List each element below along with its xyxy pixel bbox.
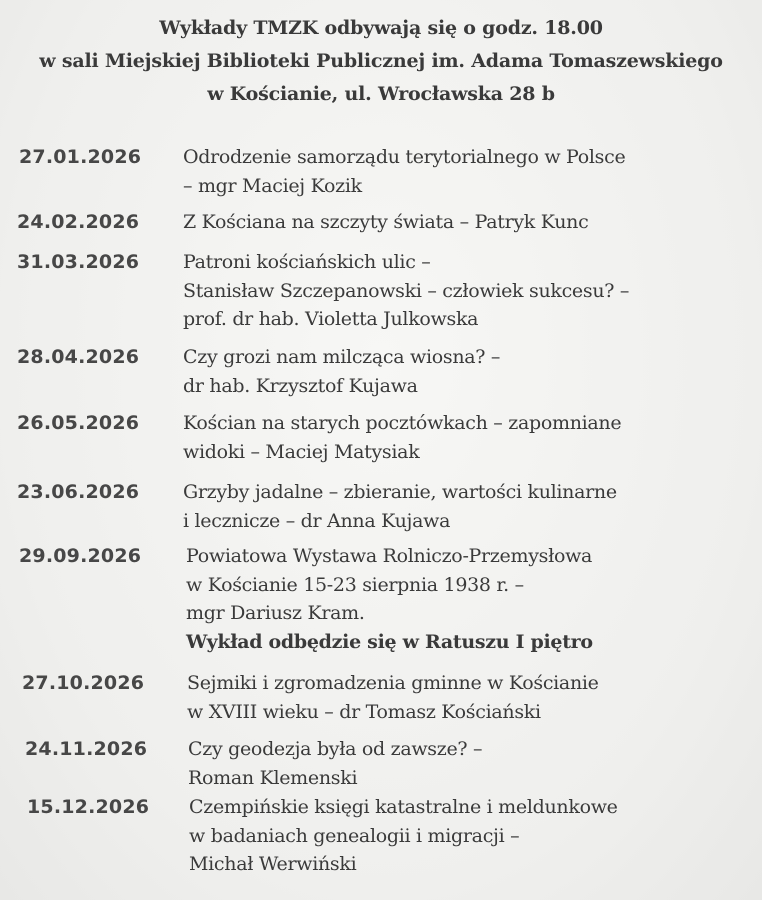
- lecture-line: i lecznicze – dr Anna Kujawa: [183, 509, 451, 532]
- lecture-line: Z Kościana na szczyty świata – Patryk Kunc: [183, 211, 589, 233]
- lecture-date: 28.04.2026: [17, 346, 140, 368]
- lecture-description: [186, 542, 593, 657]
- lecture-line: dr hab. Krzysztof Kujawa: [183, 374, 418, 397]
- lecture-description: [183, 248, 629, 334]
- lecture-line: Roman Klemenski: [188, 766, 358, 789]
- lecture-date: 29.09.2026: [19, 545, 142, 567]
- lecture-description: [183, 208, 588, 237]
- lecture-description: [183, 478, 617, 535]
- lecture-line: Michał Werwiński: [189, 853, 357, 876]
- lecture-line: mgr Dariusz Kram.: [186, 602, 365, 625]
- header-line-time: Wykłady TMZK odbywają się o godz. 18.00: [159, 17, 603, 39]
- lecture-line: Czy grozi nam milcząca wiosna? –: [183, 346, 501, 368]
- lecture-line: Sejmiki i zgromadzenia gminne w Kościanie: [187, 672, 599, 694]
- lecture-line: Czy geodezja była od zawsze? –: [188, 738, 483, 760]
- lecture-description: [183, 143, 625, 200]
- lecture-line: w Kościanie 15-23 sierpnia 1938 r. –: [186, 573, 524, 596]
- lecture-description: [183, 409, 621, 466]
- lecture-description: [188, 735, 482, 792]
- lecture-line: prof. dr hab. Violetta Julkowska: [183, 308, 479, 331]
- lecture-line: Odrodzenie samorządu terytorialnego w Polsce: [183, 146, 626, 168]
- lecture-line: Patroni kościańskich ulic –: [183, 251, 431, 273]
- lecture-date: 31.03.2026: [17, 251, 140, 273]
- lecture-line: w XVIII wieku – dr Tomasz Kościański: [187, 700, 541, 723]
- lecture-date: 24.11.2026: [25, 738, 148, 760]
- lecture-line: Czempińskie księgi katastralne i meldunkowe: [189, 796, 618, 818]
- lecture-line: Powiatowa Wystawa Rolniczo-Przemysłowa: [186, 545, 593, 567]
- schedule-header: [0, 12, 762, 111]
- lecture-line: w badaniach genealogii i migracji –: [189, 824, 520, 847]
- header-line-venue: w sali Miejskiej Biblioteki Publicznej im. Adama Tomaszewskiego: [39, 50, 723, 72]
- lecture-date: 27.01.2026: [19, 146, 142, 168]
- header-line-address: w Kościanie, ul. Wrocławska 28 b: [207, 83, 555, 105]
- lecture-date: 24.02.2026: [17, 211, 140, 233]
- lecture-date: 27.10.2026: [22, 672, 145, 694]
- lecture-date: 15.12.2026: [27, 796, 150, 818]
- lecture-line: Kościan na starych pocztówkach – zapomniane: [183, 412, 622, 434]
- lecture-date: 23.06.2026: [17, 481, 140, 503]
- lecture-description: [189, 793, 618, 879]
- lecture-description: [187, 669, 599, 726]
- lecture-line: Stanisław Szczepanowski – człowiek sukcesu? –: [183, 279, 630, 302]
- lecture-description: [183, 343, 500, 400]
- lecture-date: 26.05.2026: [17, 412, 140, 434]
- lecture-venue-note: Wykład odbędzie się w Ratuszu I piętro: [186, 631, 593, 654]
- lecture-line: Grzyby jadalne – zbieranie, wartości kulinarne: [183, 481, 617, 503]
- lecture-line: – mgr Maciej Kozik: [183, 174, 362, 197]
- lecture-line: widoki – Maciej Matysiak: [183, 440, 420, 463]
